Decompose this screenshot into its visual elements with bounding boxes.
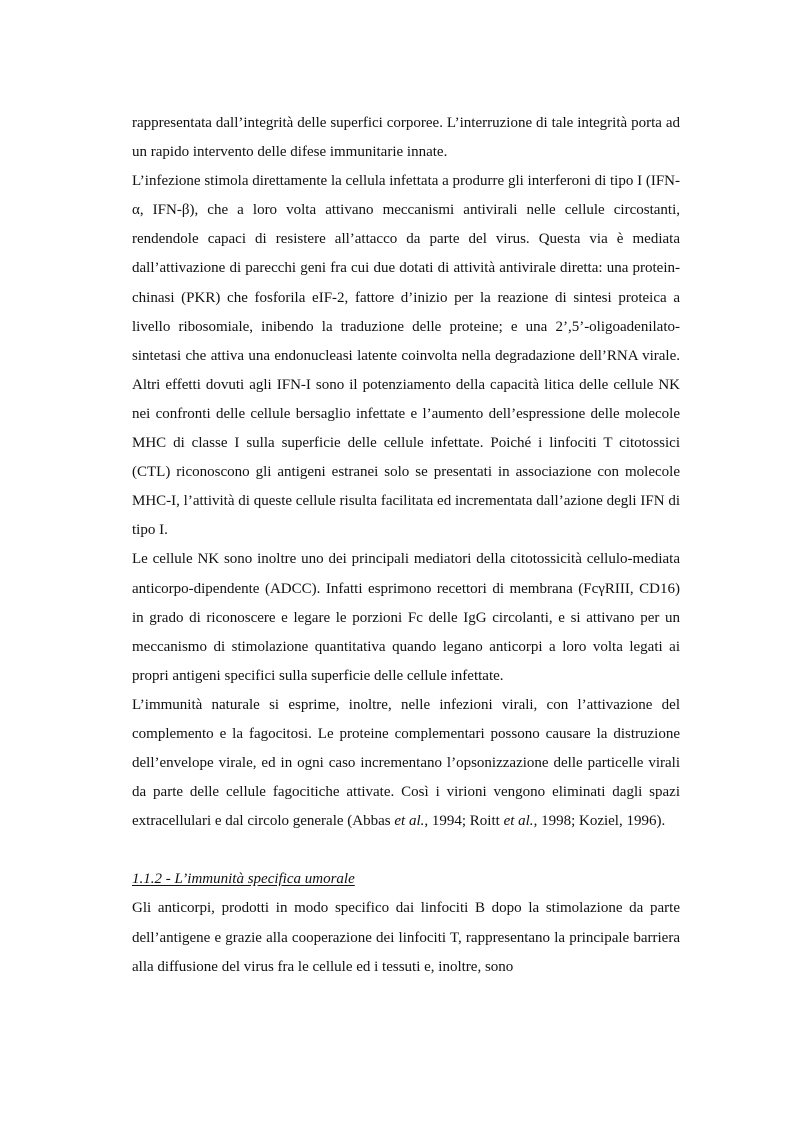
paragraph-complement-text-1: L’immunità naturale si esprime, inoltre, nelle infezioni virali, con l’attivazione del complemento e la fagocitosi. Le proteine complementari possono causare la distruzione dell’envelope virale, ed in ogni caso incrementano l’opsonizzazione delle particelle virali da parte delle cellule fagocitiche attivate. Così i virioni vengono eliminati dagli spazi extracellulari e dal circolo generale (Abbas [132,696,680,830]
document-page [132,109,680,982]
citation-et-al-2: et al. [503,813,534,830]
paragraph-interferon: L’infezione stimola direttamente la cellula infettata a produrre gli interferoni di tipo I (IFN-α, IFN-β), che a loro volta attivano meccanismi antivirali nelle cellule circostanti, rendendole capaci di resistere all’attacco da parte del virus. Questa via è mediata dall’attivazione di parecchi geni fra cui due dotati di attività antivirale diretta: una protein-chinasi (PKR) che fosforila eIF-2, fattore d’inizio per la reazione di sintesi proteica a livello ribosomiale, inibendo la traduzione delle proteine; e una 2’,5’-oligoadenilato-sintetasi che attiva una endonucleasi latente coinvolta nella degradazione dell’RNA virale. Altri effetti dovuti agli IFN-I sono il potenziamento della capacità litica delle cellule NK nei confronti delle cellule bersaglio infettate e l’aumento dell’espressione delle molecole MHC di classe I sulla superficie delle cellule infettate. Poiché i linfociti T citotossici (CTL) riconoscono gli antigeni estranei solo se presentati in associazione con molecole MHC-I, l’attività di queste cellule risulta facilitata ed incrementata dall’azione degli IFN di tipo I. [132,173,680,539]
section-heading: 1.1.2 - L’immunità specifica umorale [132,871,355,888]
paragraph-complement-text-3: , 1998; Koziel, 1996). [533,813,666,830]
section-spacer [132,836,680,865]
paragraph-nk-adcc: Le cellule NK sono inoltre uno dei principali mediatori della citotossicità cellulo-mediata anticorpo-dipendente (ADCC). Infatti esprimono recettori di membrana (FcγRIII, CD16) in grado di riconoscere e legare le porzioni Fc delle IgG circolanti, e si attivano per un meccanismo di stimolazione quantitativa quando legano anticorpi a loro volta legati ai propri antigeni specifici sulla superficie delle cellule infettate. [132,551,680,684]
paragraph-humoral-immunity: Gli anticorpi, prodotti in modo specifico dai linfociti B dopo la stimolazione da parte dell’antigene e grazie alla cooperazione dei linfociti T, rappresentano la principale barriera alla diffusione del virus fra le cellule ed i tessuti e, inoltre, sono [132,900,680,975]
citation-et-al-1: et al. [394,813,425,830]
paragraph-skin-barrier: rappresentata dall’integrità delle superfici corporee. L’interruzione di tale integrità porta ad un rapido intervento delle difese immunitarie innate. [132,115,680,161]
paragraph-complement [132,691,680,836]
paragraph-complement-text-2: , 1994; Roitt [424,813,504,830]
